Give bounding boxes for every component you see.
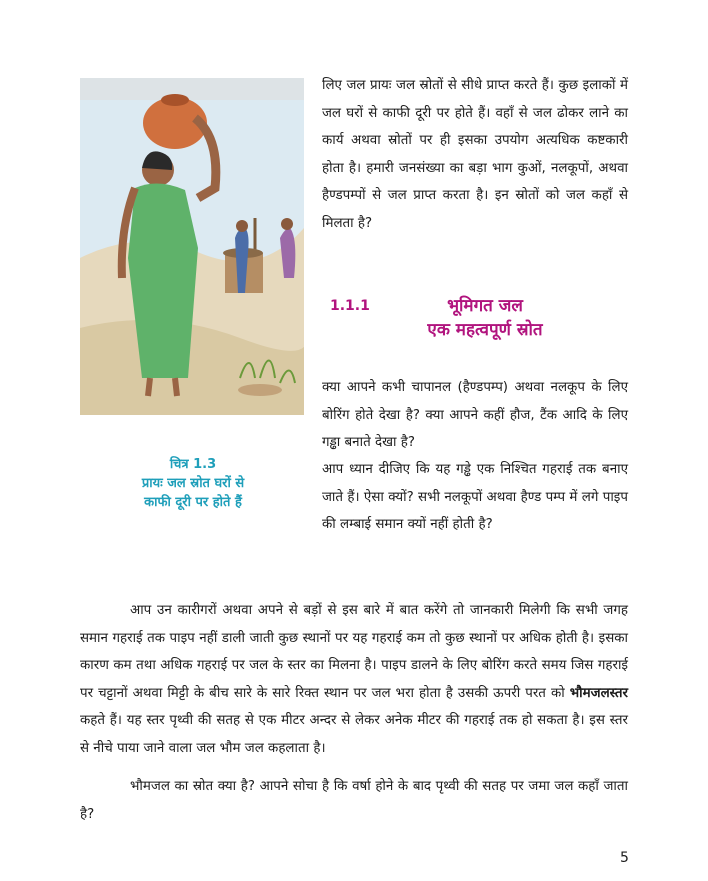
section-title-line2: एक महत्वपूर्ण स्रोत [427,320,543,340]
woman-carrying-water-illustration [80,78,304,415]
caption-text-line2: काफी दूरी पर होते हैं [144,495,242,510]
water-table-text-before: आप उन कारीगरों अथवा अपने से बड़ों से इस बारे में बात करेंगे तो जानकारी मिलेगी कि सभी जगह समान गहराई तक पाइप नहीं डाली जाती कुछ स्थानों पर यह गहराई कम तो कुछ स्थानों पर अधिक होती है। इसका कारण कम तथा अधिक गहराई पर जल के स्तर का मिलना है। पाइप डालने के लिए बोरिंग करते समय जिस गहराई पर चट्टानों अथवा मिट्टी के बीच सारे के सारे रिक्त स्थान पर जल भरा होता है उसकी ऊपरी परत को [80,603,628,701]
figure-caption [82,455,304,512]
caption-text-line1: प्रायः जल स्रोत घरों से [141,476,245,491]
paragraph-pit-depth: आप ध्यान दीजिए कि यह गड्ढे एक निश्चित गहराई तक बनाए जाते हैं। ऐसा क्यों? सभी नलकूपों अथवा हैण्ड पम्प में लगे पाइप की लम्बाई समान क्यों नहीं होती है? [322,462,628,532]
paragraph-boring-question: क्या आपने कभी चापानल (हैण्डपम्प) अथवा नलकूप के लिए बोरिंग होते देखा है? क्या आपने कहीं हौज, टैंक आदि के लिए गड्ढा बनाते देखा है? [322,380,628,450]
water-table-text-after: कहते हैं। यह स्तर पृथ्वी की सतह से एक मीटर अन्दर से लेकर अनेक मीटर की गहराई तक हो सकता है। इस स्तर से नीचे पाया जाने वाला जल भौम जल कहलाता है। [80,713,628,756]
caption-label: चित्र 1.3 [169,457,217,472]
illustration-art [80,78,304,415]
paragraph-water-table [80,597,628,762]
section-number: 1.1.1 [330,298,370,314]
water-table-term: भौमजलस्तर [569,685,628,701]
section-title-line1: भूमिगत जल [447,296,523,316]
page-number: 5 [620,850,629,866]
paragraph-water-sources: लिए जल प्रायः जल स्रोतों से सीधे प्राप्त करते हैं। कुछ इलाकों में जल घरों से काफी दूरी पर होते हैं। वहाँ से जल ढोकर लाने का कार्य अथवा स्रोतों पर ही इसका उपयोग अत्यधिक कष्टकारी होता है। हमारी जनसंख्या का बड़ा भाग कुओं, नलकूपों, अथवा हैण्डपम्पों से जल प्राप्त करता है। इन स्रोतों को जल कहाँ से मिलता है? [322,78,628,231]
paragraph-groundwater-source: भौमजल का स्रोत क्या है? आपने सोचा है कि वर्षा होने के बाद पृथ्वी की सतह पर जमा जल कहाँ जाता है? [80,779,628,822]
section-title [370,294,600,342]
